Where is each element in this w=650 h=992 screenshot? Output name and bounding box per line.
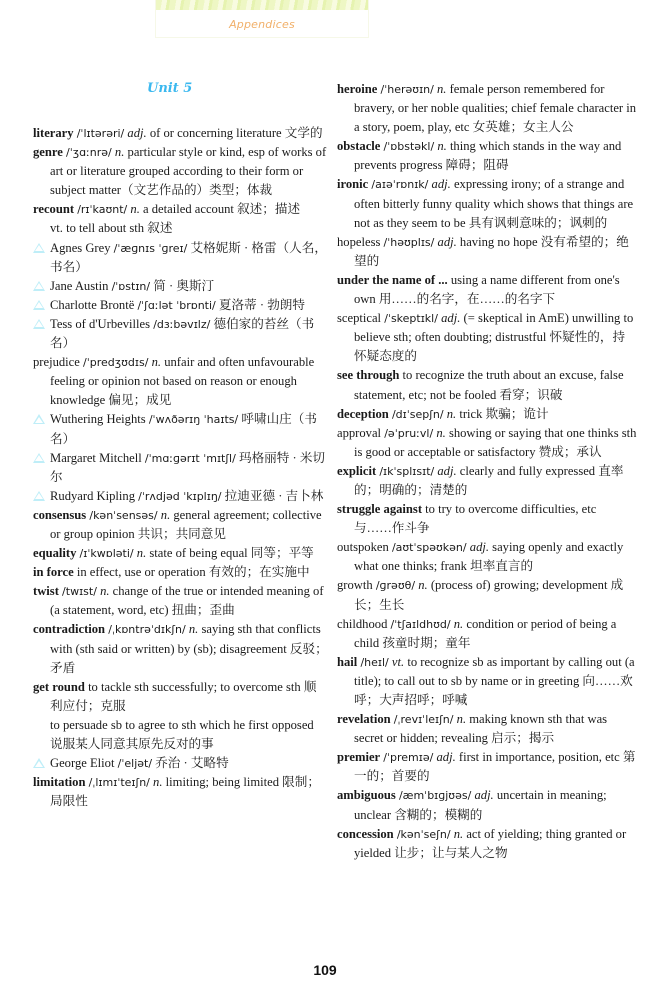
phonetic: /ˈɒbstəkl/ (383, 140, 435, 154)
headword: Agnes Grey (50, 240, 111, 255)
headword: under the name of ... (337, 272, 448, 287)
definition: 呼啸山庄（书名） (50, 412, 317, 446)
definition-extra: vt. to tell about sth 叙述 (50, 221, 173, 236)
part-of-speech: n. (437, 139, 447, 154)
vocab-entry (33, 353, 328, 410)
definition: 艾格妮斯 · 格雷（人名，书名） (50, 240, 327, 274)
definition-extra: to persuade sb to agree to sth which he first opposed 说服某人同意其原先反对的事 (50, 717, 314, 751)
definition: (process of) growing; development 成长；生长 (354, 578, 624, 612)
vocab-entry (337, 137, 637, 175)
headword: hopeless (337, 234, 381, 249)
definition: of or concerning literature 文学的 (149, 126, 323, 140)
phonetic: /ˈmɑːɡərɪt ˈmɪtʃl/ (144, 451, 236, 465)
vocab-entry (33, 487, 328, 506)
definition: 玛格丽特 · 米切尔 (50, 450, 326, 484)
phonetic: /ˈskeptɪkl/ (384, 312, 438, 326)
headword: Charlotte Brontë (50, 297, 135, 312)
vocab-entry (337, 80, 637, 137)
headword: Margaret Mitchell (50, 450, 142, 465)
definition: particular style or kind, esp of works of art or literature grouped according to their form or subject matter（文艺作品的）类型；体裁 (50, 145, 327, 198)
phonetic: /æmˈbɪɡjʊəs/ (398, 789, 472, 803)
definition: thing which stands in the way and prevents progress 障碍；阻碍 (354, 139, 622, 173)
definition: unfair and often unfavourable feeling or opinion not based on reason or enough knowledge 偏见；成见 (50, 355, 315, 408)
definition: 简 · 奥斯汀 (153, 278, 215, 293)
vocab-entry (337, 271, 637, 309)
part-of-speech: adj. (441, 311, 461, 326)
vocab-entry (337, 748, 637, 786)
definition: expressing irony; of a strange and often bitterly funny quality which shows that things are not as they seem to be 具有讽刺意味的；讽刺的 (354, 177, 634, 230)
headword: consensus (33, 507, 87, 522)
part-of-speech: adj. (436, 750, 456, 765)
part-of-speech: n. (436, 425, 446, 440)
phonetic: /ˈeljət/ (117, 757, 153, 771)
definition: clearly and fully expressed 直率的；明确的；清楚的 (354, 463, 624, 497)
phonetic: /ˈæɡnɪs ˈɡreɪ/ (113, 241, 188, 255)
phonetic: /ˈʃɑːlət ˈbrɒnti/ (137, 298, 216, 312)
part-of-speech: n. (130, 202, 140, 217)
headword: Tess of d'Urbevilles (50, 316, 151, 331)
phonetic: /ˈɒstɪn/ (111, 279, 151, 293)
part-of-speech: n. (437, 82, 447, 96)
phonetic: /kənˈsensəs/ (89, 508, 158, 522)
headword: literary (33, 126, 74, 140)
vocab-entry (337, 710, 637, 748)
triangle-marker-icon (33, 281, 45, 291)
headword: Rudyard Kipling (50, 488, 136, 503)
headword: equality (33, 546, 77, 561)
headword: ambiguous (337, 788, 396, 803)
definition: (= skeptical in AmE) unwilling to believe sth; often doubting; distrustful 怀疑性的，持怀疑态度的 (354, 311, 634, 364)
vocab-entry (33, 277, 328, 296)
headword: obstacle (337, 139, 381, 154)
headword: sceptical (337, 311, 382, 326)
part-of-speech: n. (188, 622, 199, 637)
phonetic: /heɪl/ (360, 655, 389, 669)
part-of-speech: adj. (437, 234, 457, 249)
header-banner (155, 0, 369, 38)
headword: concession (337, 826, 394, 841)
headword: approval (337, 425, 382, 440)
phonetic: /ˈpredʒʊdɪs/ (83, 356, 149, 370)
phonetic: /ˈlɪtərəri/ (76, 127, 125, 140)
triangle-marker-icon (33, 453, 45, 463)
part-of-speech: adj. (431, 177, 451, 192)
headword: hail (337, 654, 358, 669)
triangle-marker-icon (33, 491, 45, 501)
vocab-entry-extra (33, 219, 328, 238)
headword: growth (337, 578, 373, 593)
vocab-entry (337, 825, 637, 863)
definition: to tackle sth successfully; to overcome sth 顺利应付；克服 (50, 679, 317, 713)
headword: George Eliot (50, 756, 115, 771)
phonetic: /əˈpruːvl/ (384, 426, 434, 440)
part-of-speech: n. (114, 145, 125, 160)
phonetic: /ˈwʌðərɪŋ ˈhaɪts/ (148, 413, 239, 427)
vocab-entry (337, 175, 637, 232)
headword: Wuthering Heights (50, 412, 146, 427)
phonetic: /ˌlɪmɪˈteɪʃn/ (88, 776, 150, 790)
vocab-entry (337, 576, 637, 614)
definition: general agreement; collective or group opinion 共识；共同意见 (50, 507, 322, 541)
headword: deception (337, 406, 389, 421)
definition: saying openly and exactly what one thinks; frank 坦率直言的 (354, 540, 624, 574)
vocab-entry (33, 143, 328, 200)
part-of-speech: n. (453, 616, 464, 631)
headword: premier (337, 750, 381, 765)
vocab-entry (337, 615, 637, 653)
definition: a detailed account 叙述；描述 (143, 202, 301, 217)
phonetic: /ˈtʃaɪldhʊd/ (390, 617, 451, 631)
vocab-entry (337, 233, 637, 271)
part-of-speech: n. (453, 826, 464, 841)
vocab-entry (33, 124, 328, 143)
triangle-marker-icon (33, 319, 45, 329)
definition: change of the true or intended meaning of (a statement, word, etc) 扭曲；歪曲 (50, 584, 324, 618)
phonetic: /rɪˈkaʊnt/ (77, 203, 128, 217)
part-of-speech: n. (456, 712, 467, 727)
headword: outspoken (337, 540, 389, 555)
vocab-entry (337, 462, 637, 500)
vocab-entry (33, 449, 328, 487)
phonetic: /ɡrəʊθ/ (375, 579, 416, 593)
part-of-speech: adj. (437, 463, 457, 478)
phonetic: /ˈpremɪə/ (383, 751, 434, 765)
definition: to try to overcome difficulties, etc 与……作斗争 (354, 502, 597, 536)
definition: first in importance, position, etc 第一的；首要的 (354, 750, 636, 784)
headword: struggle against (337, 502, 423, 517)
triangle-marker-icon (33, 414, 45, 424)
headword: revelation (337, 712, 391, 727)
vocab-entry (33, 620, 328, 677)
headword: genre (33, 145, 63, 160)
definition: 夏洛蒂 · 勃朗特 (218, 297, 305, 312)
part-of-speech: n. (446, 406, 457, 421)
part-of-speech: adj. (474, 788, 494, 803)
vocab-entry (33, 582, 328, 620)
part-of-speech: n. (153, 775, 163, 790)
definition: condition or period of being a child 孩童时期；童年 (354, 616, 617, 650)
phonetic: /ˈherəʊɪn/ (380, 83, 434, 96)
vocab-list-left (33, 124, 328, 811)
definition: saying sth that conflicts with (sth said or written) by (sb); disagreement 反驳；矛盾 (50, 622, 328, 675)
phonetic: /ˌkɒntrəˈdɪkʃn/ (108, 623, 186, 637)
phonetic: /ɪkˈsplɪsɪt/ (379, 464, 435, 478)
part-of-speech: n. (136, 546, 147, 561)
definition: limiting; being limited 限制；局限性 (50, 775, 320, 809)
definition: making known sth that was secret or hidden; revealing 启示；揭示 (354, 712, 608, 746)
headword: recount (33, 202, 75, 217)
page-number: 109 (313, 962, 337, 978)
vocab-entry (33, 239, 328, 277)
definition: state of being equal 同等；平等 (149, 546, 314, 561)
phonetic: /twɪst/ (62, 585, 97, 599)
banner-decoration (156, 0, 368, 10)
vocab-entry (33, 410, 328, 448)
definition: trick 欺骗；诡计 (459, 406, 549, 421)
phonetic: /aʊtˈspəʊkən/ (391, 541, 467, 555)
headword: see through (337, 368, 400, 383)
headword: get round (33, 679, 85, 694)
vocab-entry (337, 366, 637, 404)
part-of-speech: adj. (469, 540, 490, 555)
part-of-speech: adj. (127, 126, 147, 140)
vocab-entry (337, 309, 637, 366)
unit-heading: Unit 5 (147, 81, 193, 96)
section-title: Appendices (229, 18, 295, 31)
vocab-entry (33, 678, 328, 716)
definition: 乔治 · 艾略特 (155, 756, 229, 771)
phonetic: /ˈhəʊplɪs/ (383, 235, 435, 249)
headword: in force (33, 565, 74, 580)
phonetic: /dɪˈsepʃn/ (391, 407, 444, 421)
headword: childhood (337, 616, 388, 631)
vocab-entry (337, 500, 637, 538)
phonetic: /kənˈseʃn/ (396, 827, 451, 841)
vocab-entry (33, 773, 328, 811)
vocab-entry (337, 653, 637, 710)
left-column (33, 80, 328, 811)
part-of-speech: n. (100, 584, 110, 599)
vocab-entry (337, 786, 637, 824)
phonetic: /ˈʒɑːnrə/ (66, 146, 112, 160)
headword: Jane Austin (50, 278, 109, 293)
definition: in effect, use or operation 有效的；在实施中 (76, 565, 310, 580)
part-of-speech: vt. (391, 654, 405, 669)
phonetic: /ˌrevɪˈleɪʃn/ (393, 713, 454, 727)
headword: limitation (33, 775, 86, 790)
definition: 拉迪亚德 · 吉卜林 (224, 488, 324, 503)
definition: female person remembered for bravery, or her noble qualities; chief female character in a story, poem, play, etc 女英雄；女主人公 (354, 82, 637, 135)
right-column (337, 80, 637, 863)
vocab-entry (33, 754, 328, 773)
vocab-list-right (337, 80, 637, 863)
headword: prejudice (33, 355, 80, 370)
definition: uncertain in meaning; unclear 含糊的；模糊的 (354, 788, 607, 822)
definition: using a name different from one's own 用……的名字，在……的名字下 (354, 272, 620, 307)
vocab-entry (33, 506, 328, 544)
part-of-speech: n. (418, 578, 428, 593)
headword: ironic (337, 177, 369, 192)
definition: to recognize sb as important by calling out (a title); to call out to sb by name or in greeting 向……欢呼；大声招呼；呼喊 (354, 654, 635, 707)
phonetic: /ˈrʌdjəd ˈkɪplɪŋ/ (138, 489, 222, 503)
headword: explicit (337, 463, 377, 478)
vocab-entry-extra (33, 716, 328, 754)
vocab-entry (33, 315, 328, 353)
part-of-speech: n. (151, 355, 162, 370)
phonetic: /aɪəˈrɒnɪk/ (371, 178, 429, 192)
vocab-entry (33, 563, 328, 582)
definition: having no hope 没有希望的；绝望的 (354, 234, 629, 268)
phonetic: /ɪˈkwɒləti/ (79, 547, 134, 561)
headword: contradiction (33, 622, 106, 637)
definition: 德伯家的苔丝（书名） (50, 316, 315, 351)
definition: act of yielding; thing granted or yielded 让步；让与某人之物 (354, 826, 627, 860)
definition: to recognize the truth about an excuse, false statement, etc; not be fooled 看穿；识破 (354, 368, 624, 402)
phonetic: /dɜːbəvɪlz/ (153, 317, 211, 331)
vocab-entry (33, 296, 328, 315)
triangle-marker-icon (33, 300, 45, 310)
triangle-marker-icon (33, 243, 45, 253)
vocab-entry (33, 544, 328, 563)
vocab-entry (33, 200, 328, 219)
headword: twist (33, 584, 59, 599)
headword: heroine (337, 82, 378, 96)
definition: showing or saying that one thinks sth is good or acceptable or satisfactory 赞成；承认 (354, 425, 637, 459)
triangle-marker-icon (33, 758, 45, 768)
vocab-entry (337, 405, 637, 424)
vocab-entry (337, 538, 637, 576)
vocab-entry (337, 424, 637, 462)
part-of-speech: n. (160, 507, 171, 522)
